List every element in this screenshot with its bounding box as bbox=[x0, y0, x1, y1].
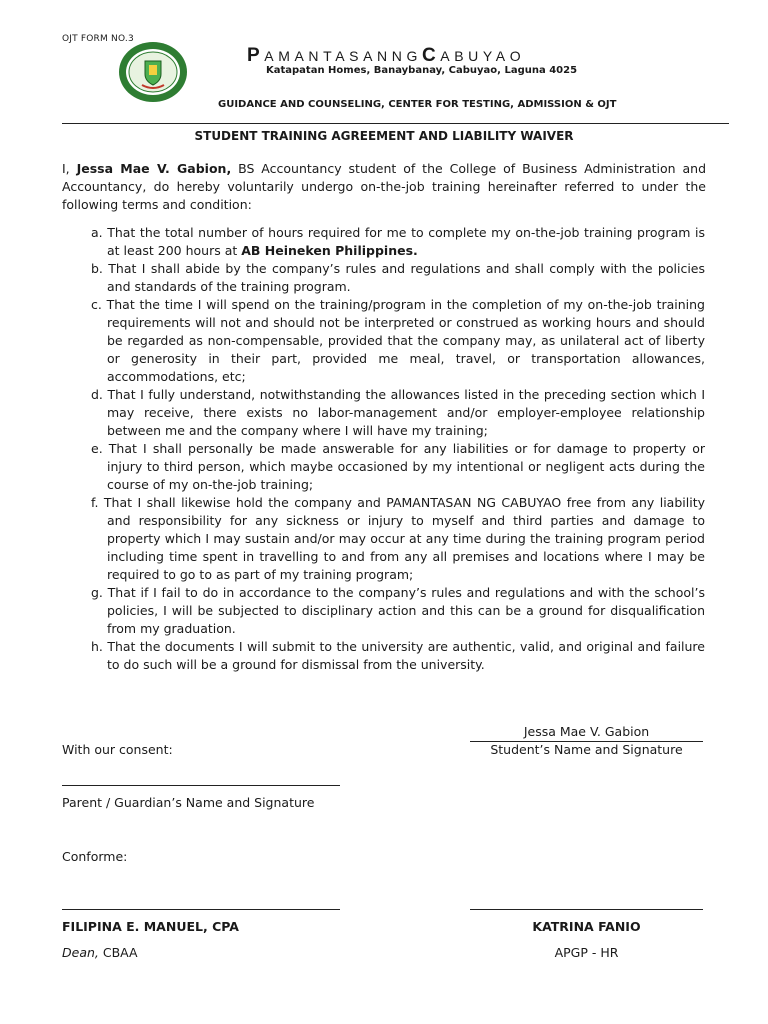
intro-paragraph: I, Jessa Mae V. Gabion, BS Accountancy student of the College of Business Administration and Accountancy, do hereby voluntarily undergo on-the-job training hereinafter referred to under the following terms and condition: bbox=[62, 161, 707, 212]
term-g: g. That if I fail to do in accordance to the company’s rules and regulations and with the school’s policies, I will be subjected to disciplinary action and this can be a ground for disqualification from my graduation. bbox=[91, 585, 705, 636]
terms-list bbox=[91, 224, 705, 674]
document-title: STUDENT TRAINING AGREEMENT AND LIABILITY WAIVER bbox=[194, 129, 574, 143]
term-a: a. That the total number of hours required for me to complete my on-the-job training program is at least 200 hours at AB Heineken Philippines. bbox=[91, 225, 705, 258]
university-seal-logo bbox=[118, 41, 188, 103]
conforme-label: Conforme: bbox=[62, 849, 128, 864]
student-signature-caption: Student’s Name and Signature bbox=[490, 742, 683, 757]
term-b: b. That I shall abide by the company’s rules and regulations and shall comply with the policies and standards of the training program. bbox=[91, 261, 705, 294]
company-name: AB Heineken Philippines. bbox=[241, 243, 418, 258]
parent-signature-line bbox=[62, 785, 340, 786]
term-d: d. That I fully understand, notwithstanding the allowances listed in the preceding section which I may receive, there exists no labor-management and/or employer-employee relationship between me and the company where I will have my training; bbox=[91, 387, 705, 438]
company-rep-signature-line bbox=[470, 909, 703, 910]
dean-signature-line bbox=[62, 909, 340, 910]
term-f: f. That I shall likewise hold the company and PAMANTASAN NG CABUYAO free from any liability and responsibility for any sickness or injury to myself and third parties and damage to property which I may sustain and/or may occur at any time during the training program period including time spent in travelling to and from any all premises and locations where I may be required to go to as part of my training program; bbox=[91, 495, 705, 582]
header-divider bbox=[62, 123, 729, 124]
term-h: h. That the documents I will submit to the university are authentic, valid, and original and failure to do such will be a ground for dismissal from the university. bbox=[91, 639, 705, 672]
parent-signature-caption: Parent / Guardian’s Name and Signature bbox=[62, 795, 315, 810]
form-number: OJT FORM NO.3 bbox=[62, 34, 134, 44]
office-name: GUIDANCE AND COUNSELING, CENTER FOR TESTING, ADMISSION & OJT bbox=[218, 99, 617, 110]
university-address: Katapatan Homes, Banaybanay, Cabuyao, Laguna 4025 bbox=[266, 65, 578, 76]
term-c: c. That the time I will spend on the training/program in the completion of my on-the-job training requirements will not and should not be interpreted or construed as working hours and should be regarded as non-compensable, provided that the company may, as unilateral act of liberty or generosity in their part, provided me meal, travel, or transportation allowances, accommodations, etc; bbox=[91, 297, 705, 384]
student-signed-name: Jessa Mae V. Gabion bbox=[523, 724, 650, 739]
dean-title: Dean, CBAA bbox=[62, 945, 138, 960]
student-name: Jessa Mae V. Gabion, bbox=[76, 161, 232, 176]
company-rep-title: APGP - HR bbox=[554, 945, 619, 960]
with-consent-label: With our consent: bbox=[62, 742, 173, 757]
dean-name: FILIPINA E. MANUEL, CPA bbox=[62, 919, 239, 934]
term-e: e. That I shall personally be made answerable for any liabilities or for damage to property or injury to third person, which maybe occasioned by my intentional or negligent acts during the course of my on-the-job training; bbox=[91, 441, 705, 492]
company-rep-name: KATRINA FANIO bbox=[532, 919, 641, 934]
university-name: PAMANTASANNGCABUYAO bbox=[247, 45, 526, 66]
